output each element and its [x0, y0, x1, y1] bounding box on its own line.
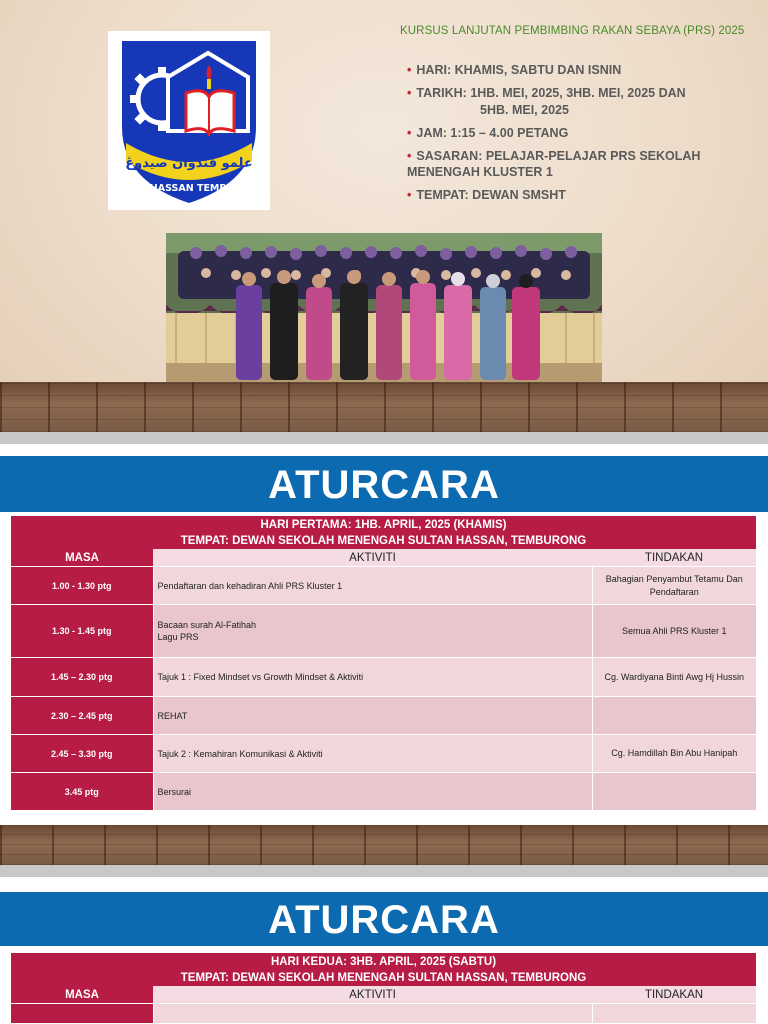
slide-aturcara-day2	[0, 877, 768, 1024]
svg-text:S.M.S. HASSAN TEMBURONG: S.M.S. HASSAN TEMBURONG	[112, 183, 266, 194]
cell-tindakan: Semua Ahli PRS Kluster 1	[592, 605, 756, 658]
school-logo	[108, 31, 270, 210]
cell-tindakan	[592, 697, 756, 735]
column-headers	[11, 549, 756, 567]
table-row	[11, 773, 756, 811]
cell-aktiviti	[153, 1004, 592, 1024]
page-separator	[0, 432, 768, 444]
venue-title: TEMPAT: DEWAN SEKOLAH MENENGAH SULTAN HASSAN, TEMBURONG	[180, 972, 587, 984]
course-info-list	[407, 62, 757, 210]
cell-masa: 1.45 – 2.30 ptg	[11, 658, 153, 697]
cell-masa: 3.45 ptg	[11, 773, 153, 811]
page-separator	[0, 865, 768, 877]
cell-aktiviti: REHAT	[153, 697, 592, 735]
table-header	[11, 516, 756, 549]
info-item-tarikh: • TARIKH: 1HB. MEI, 2025, 3HB. MEI, 2025 DAN	[407, 86, 686, 100]
col-header-tindakan: TINDAKAN	[592, 986, 756, 1004]
day-title: HARI PERTAMA: 1HB. APRIL, 2025 (KHAMIS)	[260, 519, 507, 531]
cell-masa: 2.45 – 3.30 ptg	[11, 735, 153, 773]
cell-aktiviti: Bacaan surah Al-Fatihah Lagu PRS	[153, 605, 592, 658]
info-item-sasaran: • SASARAN: PELAJAR-PELAJAR PRS SEKOLAH MENENGAH KLUSTER 1	[407, 149, 701, 179]
cell-tindakan	[592, 773, 756, 811]
col-header-masa: MASA	[11, 549, 153, 567]
aturcara-banner: ATURCARA	[0, 456, 768, 512]
svg-text:علمو فندوان صيدوڠ: علمو فندوان صيدوڠ	[125, 156, 253, 171]
cell-masa: 1.30 - 1.45 ptg	[11, 605, 153, 658]
wood-floor-decoration	[0, 382, 768, 432]
wood-floor-decoration	[0, 825, 768, 865]
table-header	[11, 953, 756, 986]
cell-aktiviti: Tajuk 2 : Kemahiran Komunikasi & Aktiviti	[153, 735, 592, 773]
cell-aktiviti: Tajuk 1 : Fixed Mindset vs Growth Mindset & Aktiviti	[153, 658, 592, 697]
school-crest-icon	[108, 31, 270, 210]
table-row	[11, 605, 756, 658]
day-title: HARI KEDUA: 3HB. APRIL, 2025 (SABTU)	[270, 956, 497, 968]
info-item-tempat: • TEMPAT: DEWAN SMSHT	[407, 188, 566, 202]
col-header-masa: MASA	[11, 986, 153, 1004]
group-photo	[166, 233, 602, 386]
table-row	[11, 1004, 756, 1024]
schedule-table-day1	[11, 516, 756, 811]
cell-masa: 2.30 – 2.45 ptg	[11, 697, 153, 735]
cell-tindakan: Bahagian Penyambut Tetamu Dan Pendaftaran	[592, 567, 756, 605]
col-header-tindakan: TINDAKAN	[592, 549, 756, 567]
cell-masa	[11, 1004, 153, 1024]
cell-aktiviti: Pendaftaran dan kehadiran Ahli PRS Kluster 1	[153, 567, 592, 605]
cell-tindakan: Cg. Wardiyana Binti Awg Hj Hussin	[592, 658, 756, 697]
schedule-table-day2	[11, 953, 756, 1024]
course-title: KURSUS LANJUTAN PEMBIMBING RAKAN SEBAYA (PRS) 2025	[400, 25, 745, 37]
info-item-jam: • JAM: 1:15 – 4.00 PETANG	[407, 126, 569, 140]
table-row	[11, 697, 756, 735]
table-row	[11, 567, 756, 605]
cell-masa: 1.00 - 1.30 ptg	[11, 567, 153, 605]
cell-tindakan	[592, 1004, 756, 1024]
slide-course-info	[0, 0, 768, 432]
group-photo-image	[166, 233, 602, 386]
column-headers	[11, 986, 756, 1004]
aturcara-banner: ATURCARA	[0, 892, 768, 946]
table-row	[11, 735, 756, 773]
slide-aturcara-day1	[0, 444, 768, 865]
cell-aktiviti: Bersurai	[153, 773, 592, 811]
cell-tindakan: Cg. Hamdillah Bin Abu Hanipah	[592, 735, 756, 773]
venue-title: TEMPAT: DEWAN SEKOLAH MENENGAH SULTAN HASSAN, TEMBURONG	[180, 535, 587, 547]
col-header-aktiviti: AKTIVITI	[153, 986, 592, 1004]
info-item-tarikh-cont: 5HB. MEI, 2025	[480, 103, 569, 117]
table-row	[11, 658, 756, 697]
col-header-aktiviti: AKTIVITI	[153, 549, 592, 567]
info-item-hari: • HARI: KHAMIS, SABTU DAN ISNIN	[407, 63, 622, 77]
